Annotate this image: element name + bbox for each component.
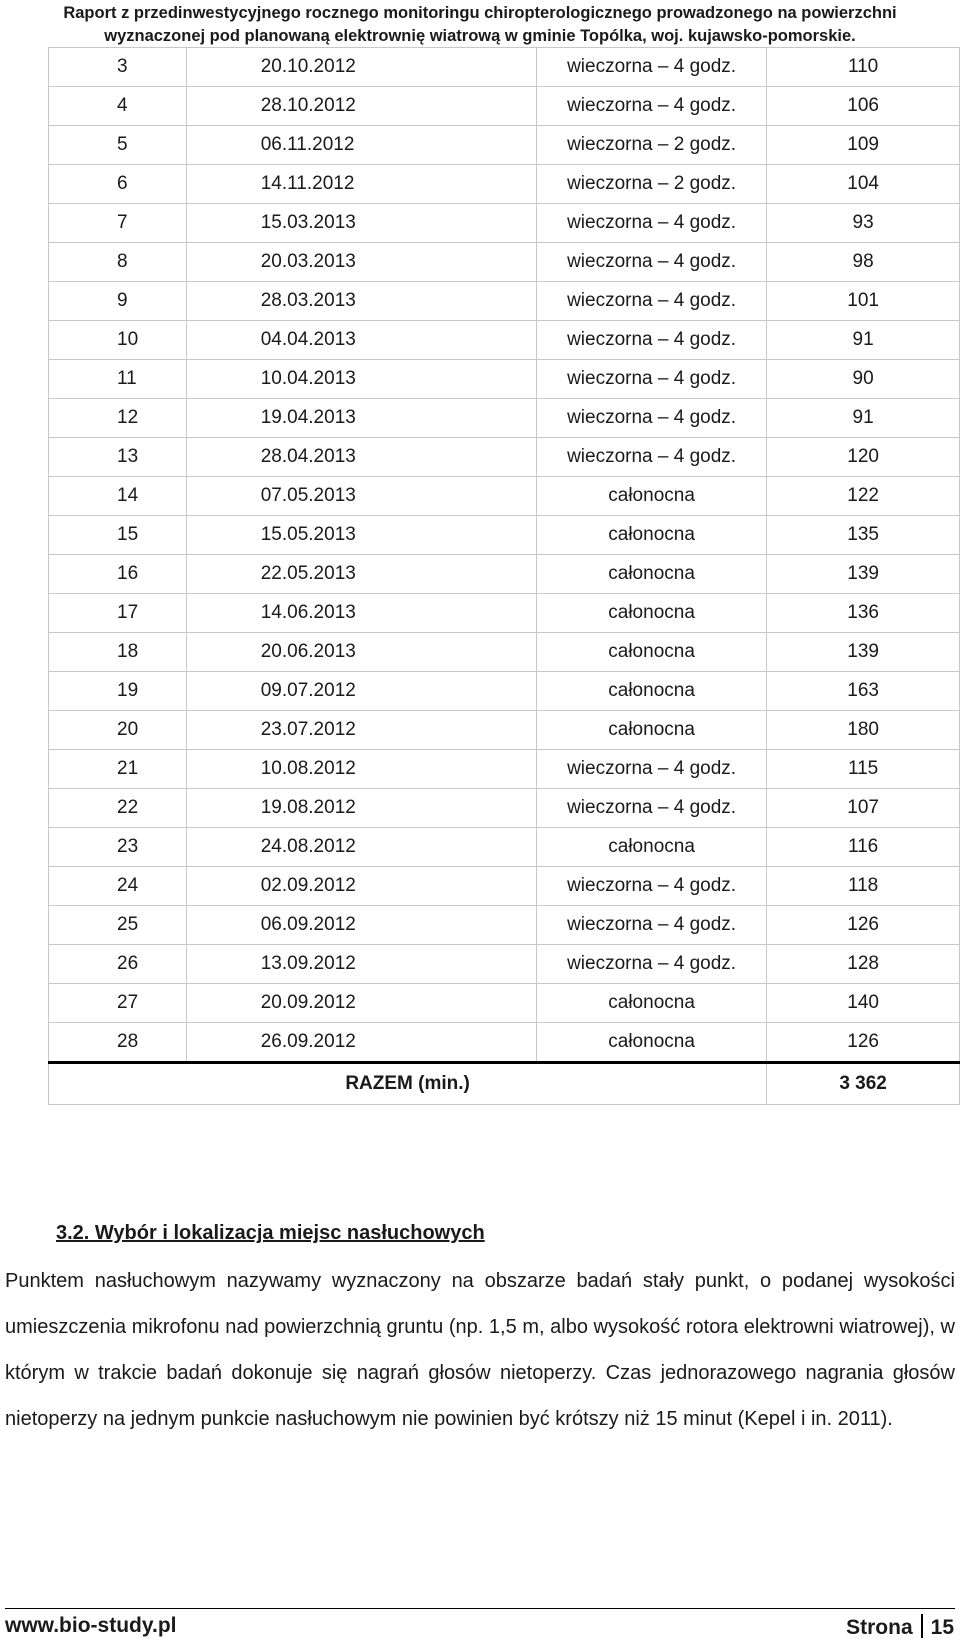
row-value: 98 — [767, 243, 960, 282]
row-number: 3 — [49, 48, 187, 87]
table-row — [49, 87, 960, 126]
row-number: 23 — [49, 828, 187, 867]
total-value: 3 362 — [767, 1063, 960, 1105]
row-value: 110 — [767, 48, 960, 87]
row-type: wieczorna – 4 godz. — [536, 243, 766, 282]
row-number: 6 — [49, 165, 187, 204]
row-number: 24 — [49, 867, 187, 906]
row-type: wieczorna – 4 godz. — [536, 360, 766, 399]
row-type: całonocna — [536, 984, 766, 1023]
row-value: 107 — [767, 789, 960, 828]
table-row — [49, 321, 960, 360]
table-row — [49, 906, 960, 945]
row-date: 20.09.2012 — [186, 984, 536, 1023]
total-row — [49, 1063, 960, 1105]
row-number: 8 — [49, 243, 187, 282]
row-date: 24.08.2012 — [186, 828, 536, 867]
row-date: 28.04.2013 — [186, 438, 536, 477]
row-number: 26 — [49, 945, 187, 984]
row-value: 93 — [767, 204, 960, 243]
row-value: 136 — [767, 594, 960, 633]
row-number: 19 — [49, 672, 187, 711]
row-value: 163 — [767, 672, 960, 711]
table-row — [49, 438, 960, 477]
row-date: 15.05.2013 — [186, 516, 536, 555]
row-date: 09.07.2012 — [186, 672, 536, 711]
table-row — [49, 48, 960, 87]
row-type: wieczorna – 4 godz. — [536, 204, 766, 243]
row-value: 104 — [767, 165, 960, 204]
row-type: całonocna — [536, 516, 766, 555]
row-type: wieczorna – 4 godz. — [536, 750, 766, 789]
row-value: 126 — [767, 1023, 960, 1063]
row-type: wieczorna – 4 godz. — [536, 321, 766, 360]
row-type: całonocna — [536, 594, 766, 633]
row-type: całonocna — [536, 828, 766, 867]
row-type: wieczorna – 4 godz. — [536, 282, 766, 321]
row-date: 07.05.2013 — [186, 477, 536, 516]
row-type: wieczorna – 2 godz. — [536, 165, 766, 204]
row-value: 115 — [767, 750, 960, 789]
table-row — [49, 282, 960, 321]
row-value: 109 — [767, 126, 960, 165]
table-body — [49, 48, 960, 1063]
row-number: 27 — [49, 984, 187, 1023]
table-row — [49, 984, 960, 1023]
row-type: wieczorna – 4 godz. — [536, 87, 766, 126]
table-row — [49, 399, 960, 438]
table-row — [49, 165, 960, 204]
row-date: 14.11.2012 — [186, 165, 536, 204]
row-date: 20.03.2013 — [186, 243, 536, 282]
row-date: 26.09.2012 — [186, 1023, 536, 1063]
row-date: 14.06.2013 — [186, 594, 536, 633]
row-number: 4 — [49, 87, 187, 126]
row-number: 9 — [49, 282, 187, 321]
page-label: Strona — [846, 1616, 913, 1639]
table-row — [49, 360, 960, 399]
row-date: 10.04.2013 — [186, 360, 536, 399]
table-row — [49, 867, 960, 906]
row-number: 12 — [49, 399, 187, 438]
row-type: wieczorna – 4 godz. — [536, 906, 766, 945]
page-separator — [921, 1614, 923, 1638]
row-value: 91 — [767, 321, 960, 360]
row-type: wieczorna – 4 godz. — [536, 945, 766, 984]
row-date: 20.06.2013 — [186, 633, 536, 672]
row-value: 118 — [767, 867, 960, 906]
row-date: 06.09.2012 — [186, 906, 536, 945]
table-row — [49, 555, 960, 594]
row-value: 122 — [767, 477, 960, 516]
table-row — [49, 672, 960, 711]
row-type: wieczorna – 4 godz. — [536, 789, 766, 828]
table-row — [49, 750, 960, 789]
row-number: 21 — [49, 750, 187, 789]
table-row — [49, 828, 960, 867]
table-row — [49, 789, 960, 828]
row-value: 135 — [767, 516, 960, 555]
row-value: 128 — [767, 945, 960, 984]
row-number: 14 — [49, 477, 187, 516]
row-value: 140 — [767, 984, 960, 1023]
row-date: 28.03.2013 — [186, 282, 536, 321]
table-row — [49, 516, 960, 555]
row-date: 13.09.2012 — [186, 945, 536, 984]
table-row — [49, 477, 960, 516]
table-row — [49, 594, 960, 633]
row-type: wieczorna – 4 godz. — [536, 48, 766, 87]
row-number: 7 — [49, 204, 187, 243]
row-type: wieczorna – 2 godz. — [536, 126, 766, 165]
row-date: 10.08.2012 — [186, 750, 536, 789]
table-row — [49, 945, 960, 984]
header-line-2: wyznaczonej pod planowaną elektrownię wiatrową w gminie Topólka, woj. kujawsko-pomorskie. — [104, 27, 856, 45]
row-type: całonocna — [536, 711, 766, 750]
row-value: 91 — [767, 399, 960, 438]
row-date: 22.05.2013 — [186, 555, 536, 594]
row-value: 101 — [767, 282, 960, 321]
row-date: 20.10.2012 — [186, 48, 536, 87]
footer-website: www.bio-study.pl — [5, 1614, 177, 1637]
table-row — [49, 711, 960, 750]
page-header — [0, 0, 960, 48]
row-value: 116 — [767, 828, 960, 867]
total-label: RAZEM (min.) — [49, 1063, 767, 1105]
row-value: 126 — [767, 906, 960, 945]
row-value: 90 — [767, 360, 960, 399]
row-number: 10 — [49, 321, 187, 360]
table-row — [49, 1023, 960, 1063]
row-value: 139 — [767, 555, 960, 594]
row-date: 06.11.2012 — [186, 126, 536, 165]
row-value: 106 — [767, 87, 960, 126]
row-value: 139 — [767, 633, 960, 672]
row-number: 18 — [49, 633, 187, 672]
table-row — [49, 204, 960, 243]
row-date: 02.09.2012 — [186, 867, 536, 906]
row-number: 16 — [49, 555, 187, 594]
row-date: 15.03.2013 — [186, 204, 536, 243]
row-type: całonocna — [536, 555, 766, 594]
recordings-table — [48, 47, 960, 1105]
header-line-1: Raport z przedinwestycyjnego rocznego monitoringu chiropterologicznego prowadzonego na powierzchni — [63, 4, 897, 22]
table-row — [49, 126, 960, 165]
row-number: 20 — [49, 711, 187, 750]
footer-divider — [5, 1608, 955, 1609]
row-number: 28 — [49, 1023, 187, 1063]
row-number: 15 — [49, 516, 187, 555]
row-value: 120 — [767, 438, 960, 477]
section-paragraph: Punktem nasłuchowym nazywamy wyznaczony na obszarze badań stały punkt, o podanej wysokości umieszczenia mikrofonu nad powierzchnią gruntu (np. 1,5 m, albo wysokość rotora elektrowni wiatrowej), w którym w trakcie badań dokonuje się nagrań głosów nietoperzy. Czas jednorazowego nagrania głosów nietoperzy na jednym punkcie nasłuchowym nie powinien być krótszy niż 15 minut (Kepel i in. 2011). — [5, 1270, 955, 1430]
row-type: całonocna — [536, 633, 766, 672]
row-type: całonocna — [536, 672, 766, 711]
row-number: 25 — [49, 906, 187, 945]
row-date: 19.04.2013 — [186, 399, 536, 438]
row-date: 04.04.2013 — [186, 321, 536, 360]
row-date: 19.08.2012 — [186, 789, 536, 828]
row-date: 23.07.2012 — [186, 711, 536, 750]
row-number: 17 — [49, 594, 187, 633]
row-type: wieczorna – 4 godz. — [536, 399, 766, 438]
page-number: 15 — [930, 1616, 954, 1639]
row-type: całonocna — [536, 1023, 766, 1063]
row-number: 11 — [49, 360, 187, 399]
table-row — [49, 633, 960, 672]
row-type: całonocna — [536, 477, 766, 516]
row-number: 22 — [49, 789, 187, 828]
row-number: 5 — [49, 126, 187, 165]
footer-page-indicator — [846, 1614, 954, 1640]
row-number: 13 — [49, 438, 187, 477]
row-date: 28.10.2012 — [186, 87, 536, 126]
section-heading: 3.2. Wybór i lokalizacja miejsc nasłuchowych — [56, 1222, 485, 1244]
row-value: 180 — [767, 711, 960, 750]
row-type: wieczorna – 4 godz. — [536, 867, 766, 906]
row-type: wieczorna – 4 godz. — [536, 438, 766, 477]
table-row — [49, 243, 960, 282]
